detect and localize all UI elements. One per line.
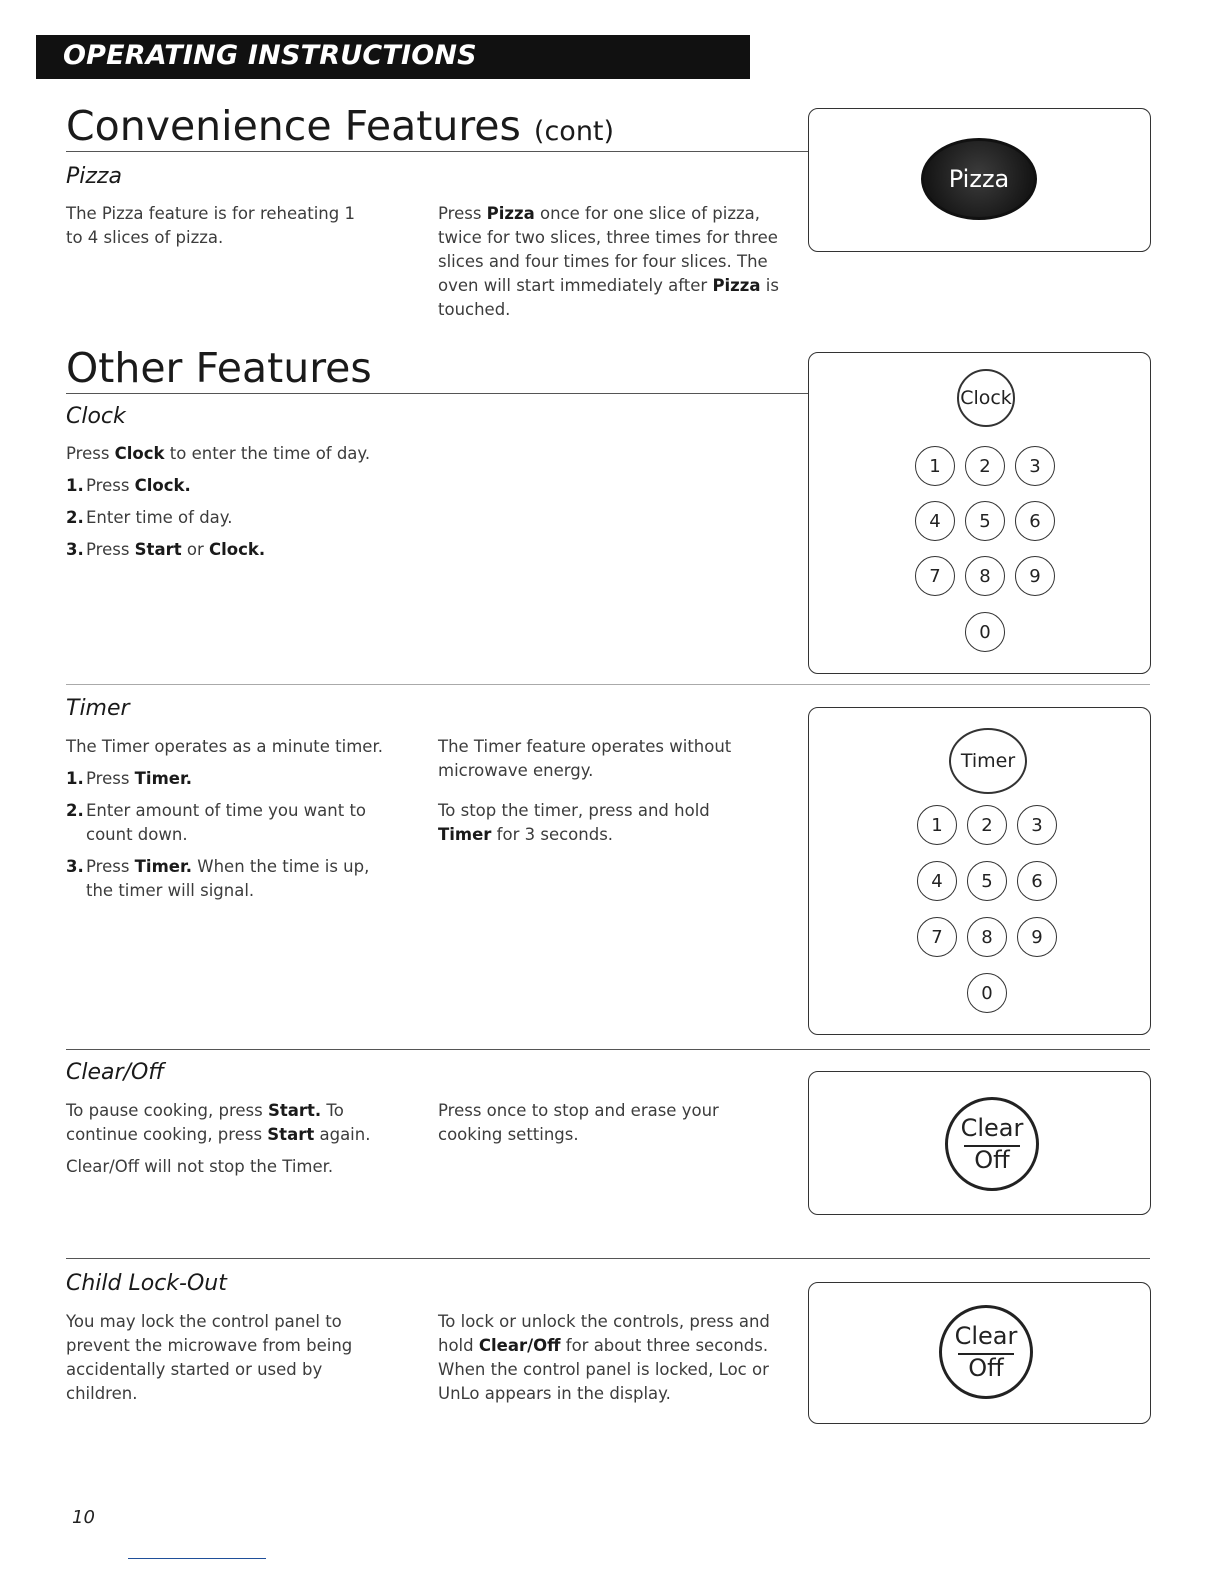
key-3[interactable]: 3 <box>1017 805 1057 845</box>
timer-panel <box>808 707 1151 1035</box>
key-7[interactable]: 7 <box>915 556 955 596</box>
divider <box>66 684 1150 685</box>
pizza-left-text: The Pizza feature is for reheating 1 to 4 slices of pizza. <box>66 204 355 247</box>
timer-heading: Timer <box>66 696 130 721</box>
child-lock-heading: Child Lock-Out <box>66 1271 227 1296</box>
key-7[interactable]: 7 <box>917 917 957 957</box>
clear-off-button[interactable] <box>945 1097 1039 1191</box>
pizza-heading: Pizza <box>66 164 122 189</box>
timer-left-text <box>66 735 396 911</box>
clock-button[interactable] <box>957 369 1015 427</box>
pizza-right-text: Press Pizza once for one slice of pizza, twice for two slices, three times for three slices and four times for four slices. The oven will start immediately after Pizza is touched. <box>438 204 779 319</box>
timer-right-text <box>438 735 768 847</box>
clock-intro: Press Clock to enter the time of day. <box>66 444 371 463</box>
clock-panel <box>808 352 1151 674</box>
child-lock-panel <box>808 1282 1151 1424</box>
pizza-button[interactable] <box>921 138 1037 220</box>
child-lock-clear-off-button[interactable] <box>939 1305 1033 1399</box>
key-1[interactable]: 1 <box>917 805 957 845</box>
list-item: 1. Press Clock. <box>66 476 191 495</box>
convenience-title-rule <box>66 151 808 152</box>
list-item: 3. Press Timer. When the time is up, the timer will signal. <box>66 857 370 900</box>
timer-steps <box>66 767 396 903</box>
timer-button[interactable] <box>949 728 1027 794</box>
key-1[interactable]: 1 <box>915 446 955 486</box>
list-item: 3. Press Start or Clock. <box>66 540 266 559</box>
key-6[interactable]: 6 <box>1017 861 1057 901</box>
clear-off-right-text: Press once to stop and erase your cooking settings. <box>438 1101 719 1144</box>
clear-off-heading: Clear/Off <box>66 1060 165 1085</box>
convenience-title-suffix: (cont) <box>533 116 615 147</box>
child-lock-left-text: You may lock the control panel to prevent the microwave from being accidentally started or used by children. <box>66 1312 353 1403</box>
divider <box>66 1049 1150 1050</box>
timer-right-p2: To stop the timer, press and hold Timer for 3 seconds. <box>438 801 710 844</box>
divider <box>66 1258 1150 1259</box>
key-4[interactable]: 4 <box>917 861 957 901</box>
timer-button-label: Timer <box>960 750 1016 772</box>
pizza-button-label: Pizza <box>948 165 1010 193</box>
child-lock-button-bottom: Off <box>968 1354 1004 1382</box>
key-2[interactable]: 2 <box>965 446 1005 486</box>
convenience-title <box>66 102 614 150</box>
key-9[interactable]: 9 <box>1015 556 1055 596</box>
clear-off-panel <box>808 1071 1151 1215</box>
list-item: 2. Enter time of day. <box>66 508 233 527</box>
key-4[interactable]: 4 <box>915 501 955 541</box>
clear-off-left-p2: Clear/Off will not stop the Timer. <box>66 1157 334 1176</box>
clock-heading: Clock <box>66 404 126 429</box>
list-item: 2. Enter amount of time you want to count down. <box>66 801 367 844</box>
convenience-title-text: Convenience Features <box>66 102 521 150</box>
key-5[interactable]: 5 <box>965 501 1005 541</box>
footer-rule <box>128 1558 266 1559</box>
pizza-panel <box>808 108 1151 252</box>
key-2[interactable]: 2 <box>967 805 1007 845</box>
child-lock-right-text: To lock or unlock the controls, press and hold Clear/Off for about three seconds. When the control panel is locked, Loc or UnLo appears in the display. <box>438 1312 770 1403</box>
key-0[interactable]: 0 <box>965 612 1005 652</box>
list-item: 1. Press Timer. <box>66 769 193 788</box>
timer-right-p1: The Timer feature operates without microwave energy. <box>438 737 732 780</box>
clock-text <box>66 442 466 570</box>
other-features-rule <box>66 393 808 394</box>
key-5[interactable]: 5 <box>967 861 1007 901</box>
key-6[interactable]: 6 <box>1015 501 1055 541</box>
clear-off-button-bottom: Off <box>974 1146 1010 1174</box>
clear-off-button-top: Clear <box>960 1114 1024 1142</box>
key-9[interactable]: 9 <box>1017 917 1057 957</box>
clock-button-label: Clock <box>960 387 1012 409</box>
section-header-title: OPERATING INSTRUCTIONS <box>63 40 477 71</box>
child-lock-button-top: Clear <box>954 1322 1018 1350</box>
key-0[interactable]: 0 <box>967 973 1007 1013</box>
key-3[interactable]: 3 <box>1015 446 1055 486</box>
clear-off-left-text <box>66 1099 386 1179</box>
clock-steps <box>66 474 466 562</box>
page-number: 10 <box>72 1507 95 1528</box>
other-features-title: Other Features <box>66 344 372 392</box>
clear-off-left-p1: To pause cooking, press Start. To continue cooking, press Start again. <box>66 1101 371 1144</box>
key-8[interactable]: 8 <box>965 556 1005 596</box>
timer-intro: The Timer operates as a minute timer. <box>66 737 383 756</box>
section-header-bar <box>36 35 750 79</box>
key-8[interactable]: 8 <box>967 917 1007 957</box>
